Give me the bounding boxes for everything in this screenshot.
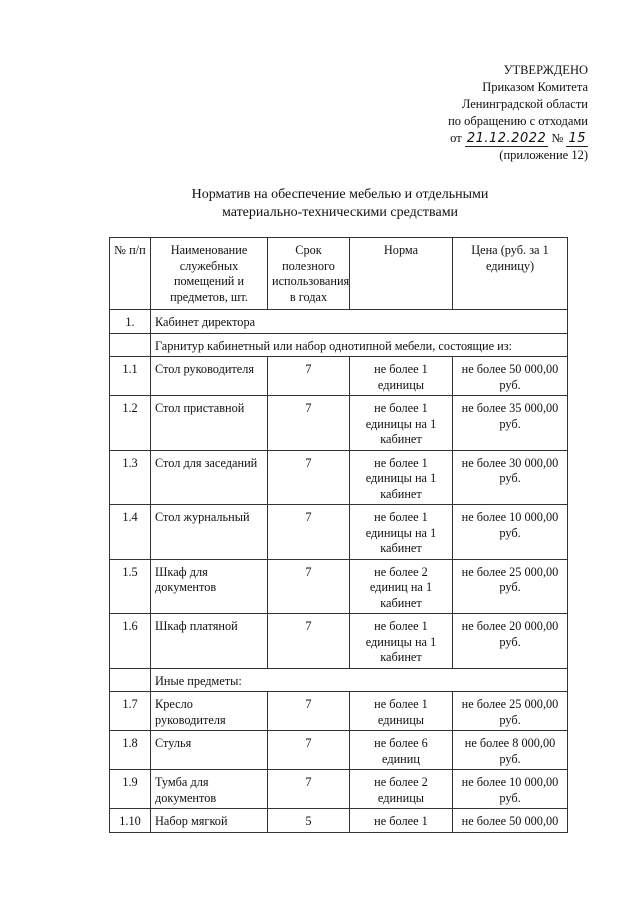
cell-num: 1.2 bbox=[110, 396, 151, 451]
subsection-label: Иные предметы: bbox=[151, 668, 568, 692]
cell-name: Стол для заседаний bbox=[151, 450, 268, 505]
approval-title: УТВЕРЖДЕНО bbox=[503, 63, 588, 77]
subsection-row bbox=[110, 668, 568, 692]
cell-num: 1.9 bbox=[110, 770, 151, 809]
cell-term: 7 bbox=[268, 770, 350, 809]
cell-price: не более 30 000,00 руб. bbox=[453, 450, 568, 505]
table-row bbox=[110, 450, 568, 505]
cell-name: Стол приставной bbox=[151, 396, 268, 451]
cell-num: 1.3 bbox=[110, 450, 151, 505]
cell-term: 7 bbox=[268, 357, 350, 396]
table-header-row bbox=[110, 238, 568, 310]
cell-name: Стулья bbox=[151, 731, 268, 770]
cell-norm: не более 1 единицы bbox=[350, 692, 453, 731]
cell-norm: не более 6 единиц bbox=[350, 731, 453, 770]
document-title-line-1: Норматив на обеспечение мебелью и отдельными bbox=[191, 187, 489, 202]
approval-number: 15 bbox=[568, 131, 586, 146]
cell-name: Кресло руководителя bbox=[151, 692, 268, 731]
cell-num: 1.6 bbox=[110, 614, 151, 669]
cell-term: 7 bbox=[268, 731, 350, 770]
table-row bbox=[110, 809, 568, 833]
cell-term: 7 bbox=[268, 692, 350, 731]
cell-price: не более 10 000,00 руб. bbox=[453, 505, 568, 560]
cell-price: не более 8 000,00 руб. bbox=[453, 731, 568, 770]
section-num: 1. bbox=[110, 310, 151, 334]
subsection-row bbox=[110, 333, 568, 357]
table-row bbox=[110, 505, 568, 560]
approval-committee: по обращению с отходами bbox=[448, 114, 588, 128]
section-row bbox=[110, 310, 568, 334]
cell-term: 7 bbox=[268, 559, 350, 614]
cell-term: 7 bbox=[268, 450, 350, 505]
subsection-label: Гарнитур кабинетный или набор однотипной мебели, состоящие из: bbox=[151, 333, 568, 357]
cell-name: Стол журнальный bbox=[151, 505, 268, 560]
approval-region: Ленинградской области bbox=[461, 97, 588, 111]
cell-price: не более 20 000,00 руб. bbox=[453, 614, 568, 669]
cell-price: не более 10 000,00 руб. bbox=[453, 770, 568, 809]
table-row bbox=[110, 559, 568, 614]
norms-table bbox=[109, 237, 568, 833]
cell-num: 1.4 bbox=[110, 505, 151, 560]
approval-date-line bbox=[448, 130, 588, 147]
cell-name: Тумба для документов bbox=[151, 770, 268, 809]
approval-stamp bbox=[448, 62, 588, 164]
approval-order: Приказом Комитета bbox=[482, 80, 588, 94]
document-title-line-2: материально-техническими средствами bbox=[221, 205, 459, 220]
cell-term: 7 bbox=[268, 505, 350, 560]
header-term: Срок полезного использования в годах bbox=[268, 238, 350, 310]
cell-term: 7 bbox=[268, 614, 350, 669]
header-price: Цена (руб. за 1 единицу) bbox=[453, 238, 568, 310]
cell-norm: не более 1 единицы на 1 кабинет bbox=[350, 614, 453, 669]
table-row bbox=[110, 770, 568, 809]
table-row bbox=[110, 357, 568, 396]
cell-num: 1.10 bbox=[110, 809, 151, 833]
cell-name: Набор мягкой bbox=[151, 809, 268, 833]
approval-number-label: № bbox=[551, 131, 564, 145]
table-row bbox=[110, 692, 568, 731]
approval-from-label: от bbox=[450, 131, 462, 145]
cell-num: 1.5 bbox=[110, 559, 151, 614]
cell-price: не более 25 000,00 руб. bbox=[453, 692, 568, 731]
cell-price: не более 50 000,00 bbox=[453, 809, 568, 833]
approval-appendix: (приложение 12) bbox=[499, 148, 588, 162]
table-row bbox=[110, 614, 568, 669]
cell-norm: не более 2 единицы bbox=[350, 770, 453, 809]
table-row bbox=[110, 731, 568, 770]
cell-norm: не более 1 единицы на 1 кабинет bbox=[350, 450, 453, 505]
cell-norm: не более 1 единицы на 1 кабинет bbox=[350, 396, 453, 451]
cell-price: не более 50 000,00 руб. bbox=[453, 357, 568, 396]
cell-norm: не более 1 единицы bbox=[350, 357, 453, 396]
cell-num: 1.7 bbox=[110, 692, 151, 731]
cell-norm: не более 1 bbox=[350, 809, 453, 833]
table-row bbox=[110, 396, 568, 451]
cell-term: 7 bbox=[268, 396, 350, 451]
cell-num: 1.8 bbox=[110, 731, 151, 770]
document-title bbox=[110, 186, 570, 222]
cell-price: не более 35 000,00 руб. bbox=[453, 396, 568, 451]
cell-norm: не более 2 единиц на 1 кабинет bbox=[350, 559, 453, 614]
cell-name: Стол руководителя bbox=[151, 357, 268, 396]
section-label: Кабинет директора bbox=[151, 310, 568, 334]
cell-norm: не более 1 единицы на 1 кабинет bbox=[350, 505, 453, 560]
header-num: № п/п bbox=[110, 238, 151, 310]
cell-name: Шкаф платяной bbox=[151, 614, 268, 669]
approval-date: 21.12.2022 bbox=[466, 131, 547, 146]
header-name: Наименование служебных помещений и предметов, шт. bbox=[151, 238, 268, 310]
cell-price: не более 25 000,00 руб. bbox=[453, 559, 568, 614]
cell-num: 1.1 bbox=[110, 357, 151, 396]
cell-term: 5 bbox=[268, 809, 350, 833]
header-norm: Норма bbox=[350, 238, 453, 310]
cell-name: Шкаф для документов bbox=[151, 559, 268, 614]
